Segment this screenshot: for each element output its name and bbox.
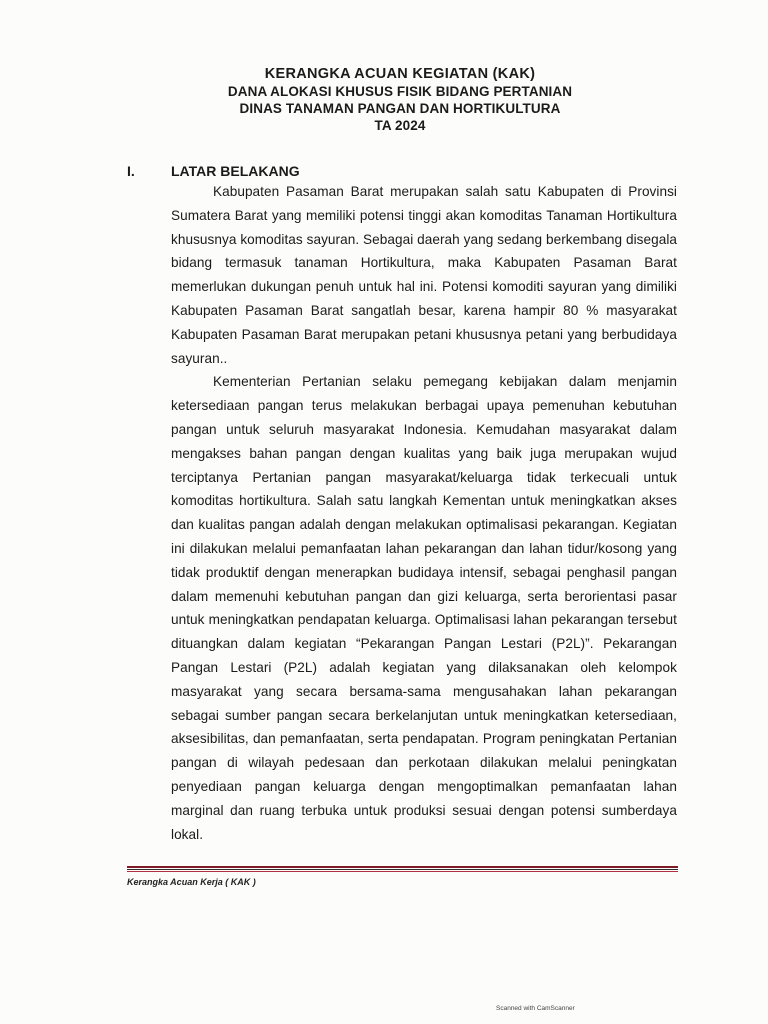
section-number: I. (127, 163, 135, 179)
document-header (0, 66, 768, 134)
section-title: LATAR BELAKANG (171, 163, 300, 179)
footer-divider (127, 866, 678, 871)
document-subtitle-agency: DINAS TANAMAN PANGAN DAN HORTIKULTURA (239, 101, 561, 116)
document-subtitle-year: TA 2024 (374, 118, 426, 133)
footer-label: Kerangka Acuan Kerja ( KAK ) (127, 877, 256, 887)
section-body (171, 180, 677, 846)
scanner-watermark: Scanned with CamScanner (496, 1005, 575, 1012)
paragraph: Kementerian Pertanian selaku pemegang kebijakan dalam menjamin ketersediaan pangan terus melakukan berbagai upaya pemenuhan kebutuhan pangan untuk seluruh masyarakat Indonesia. Kemudahan masyarakat dalam mengakses bahan pangan dengan kualitas yang baik juga merupakan wujud terciptanya Pertanian pangan masyarakat/keluarga tidak terkecuali untuk komoditas hortikultura. Salah satu langkah Kementan untuk meningkatkan akses dan kualitas pangan adalah dengan melakukan optimalisasi pekarangan. Kegiatan ini dilakukan melalui pemanfaatan lahan pekarangan dan lahan tidur/kosong yang tidak produktif dengan menerapkan budidaya intensif, sebagai penghasil pangan dalam memenuhi kebutuhan pangan dan gizi keluarga, serta berorientasi pasar untuk meningkatkan pendapatan keluarga. Optimalisasi lahan pekarangan tersebut dituangkan dalam kegiatan “Pekarangan Pangan Lestari (P2L)”. Pekarangan Pangan Lestari (P2L) adalah kegiatan yang dilaksanakan oleh kelompok masyarakat yang secara bersama-sama mengusahakan lahan pekarangan sebagai sumber pangan secara berkelanjutan untuk meningkatkan ketersediaan, aksesibilitas, dan pemanfaatan, serta pendapatan. Program peningkatan Pertanian pangan di wilayah pedesaan dan perkotaan dilakukan melalui peningkatan penyediaan pangan keluarga dengan mengoptimalkan pemanfaatan lahan marginal dan ruang terbuka untuk produksi sesuai dengan potensi sumberdaya lokal. (171, 374, 677, 842)
paragraph: Kabupaten Pasaman Barat merupakan salah satu Kabupaten di Provinsi Sumatera Barat yang memiliki potensi tinggi akan komoditas Tanaman Hortikultura khususnya komoditas sayuran. Sebagai daerah yang sedang berkembang disegala bidang termasuk tanaman Hortikultura, maka Kabupaten Pasaman Barat memerlukan dukungan penuh untuk hal ini. Potensi komoditi sayuran yang dimiliki Kabupaten Pasaman Barat sangatlah besar, karena hampir 80 % masyarakat Kabupaten Pasaman Barat merupakan petani khususnya petani yang berbudidaya sayuran.. (171, 184, 677, 366)
document-title: KERANGKA ACUAN KEGIATAN (KAK) (264, 66, 536, 82)
document-subtitle-program: DANA ALOKASI KHUSUS FISIK BIDANG PERTANIAN (227, 84, 573, 99)
